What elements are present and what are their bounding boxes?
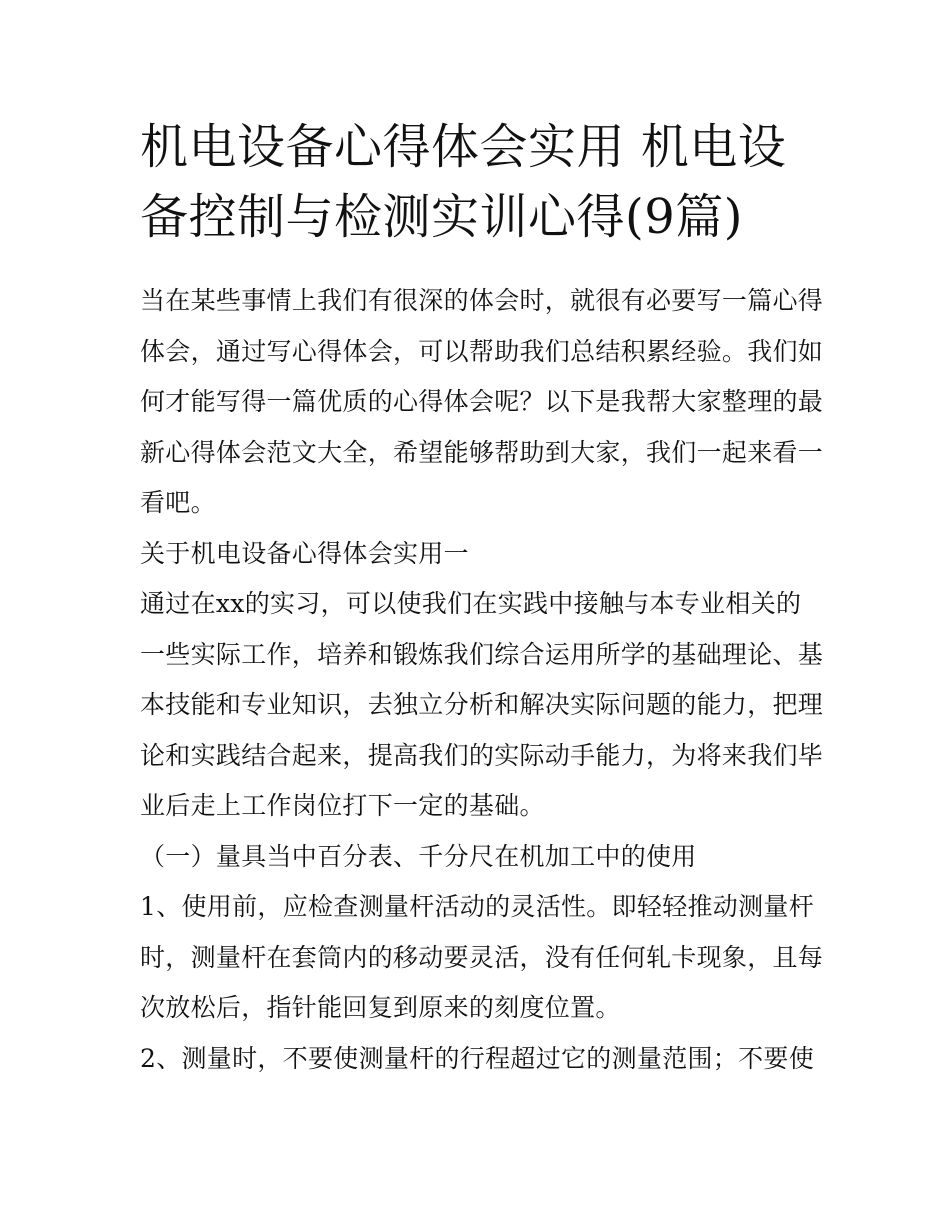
- title-line: 备控制与检测实训心得(9篇): [140, 189, 743, 245]
- list-item: [140, 882, 824, 1034]
- text-line: 一些实际工作，培养和锻炼我们综合运用所学的基础理论、基: [140, 639, 824, 669]
- section-heading: [140, 529, 812, 580]
- text-line: 关于机电设备心得体会实用一: [140, 538, 469, 568]
- text-line: 看吧。: [140, 488, 216, 517]
- body-paragraph: [140, 579, 824, 832]
- intro-paragraph: [140, 276, 824, 529]
- text-line: 通过在xx的实习，可以使我们在实践中接触与本专业相关的: [140, 589, 802, 618]
- text-line: 业后走上工作岗位打下一定的基础。: [140, 791, 545, 820]
- text-line: 何才能写得一篇优质的心得体会呢？以下是我帮大家整理的最: [140, 387, 824, 416]
- document-title: [140, 112, 812, 252]
- text-line: 体会，通过写心得体会，可以帮助我们总结积累经验。我们如: [140, 336, 824, 366]
- text-line: 次放松后，指针能回复到原来的刻度位置。: [140, 993, 621, 1022]
- text-line: （一）量具当中百分表、千分尺在机加工中的使用: [140, 841, 697, 871]
- text-line: 新心得体会范文大全，希望能够帮助到大家，我们一起来看一: [140, 437, 824, 467]
- text-line: 1、使用前，应检查测量杆活动的灵活性。即轻轻推动测量杆: [140, 892, 815, 921]
- text-line: 本技能和专业知识，去独立分析和解决实际问题的能力，把理: [140, 690, 824, 719]
- title-line: 机电设备心得体会实用 机电设: [140, 119, 787, 175]
- text-line: 当在某些事情上我们有很深的体会时，就很有必要写一篇心得: [140, 286, 824, 315]
- text-line: 论和实践结合起来，提高我们的实际动手能力，为将来我们毕: [140, 740, 824, 770]
- document-body: [140, 276, 824, 1084]
- list-item: [140, 1034, 815, 1085]
- text-line: 2、测量时，不要使测量杆的行程超过它的测量范围；不要使: [140, 1043, 815, 1073]
- subheading: [140, 832, 812, 883]
- text-line: 时，测量杆在套筒内的移动要灵活，没有任何轧卡现象，且每: [140, 942, 824, 972]
- document-content: [140, 112, 824, 1084]
